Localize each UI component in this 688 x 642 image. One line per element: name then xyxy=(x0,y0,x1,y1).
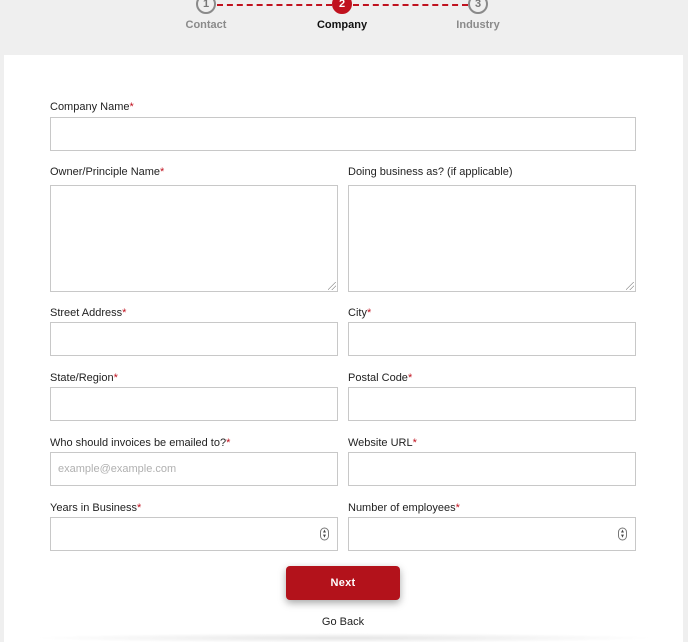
step-1-indicator[interactable]: 1 xyxy=(196,0,216,14)
progress-stepper xyxy=(0,0,688,56)
website-url-label: Website URL* xyxy=(348,437,417,449)
company-name-field[interactable] xyxy=(50,117,636,151)
owner-name-label: Owner/Principle Name* xyxy=(50,166,165,178)
website-url-input[interactable] xyxy=(349,453,635,485)
state-region-label: State/Region* xyxy=(50,372,118,384)
city-field[interactable] xyxy=(348,322,636,356)
step-3-indicator[interactable]: 3 xyxy=(468,0,488,14)
postal-code-label: Postal Code* xyxy=(348,372,413,384)
street-address-input[interactable] xyxy=(51,323,337,355)
step-3-label: Industry xyxy=(456,19,500,31)
dba-label: Doing business as? (if applicable) xyxy=(348,166,513,178)
dba-textarea[interactable] xyxy=(349,186,635,291)
invoice-email-input[interactable] xyxy=(51,453,337,485)
step-connector xyxy=(353,4,468,6)
invoice-email-field[interactable] xyxy=(50,452,338,486)
next-button[interactable]: Next xyxy=(286,566,400,600)
num-employees-input[interactable] xyxy=(349,518,635,550)
company-name-label: Company Name* xyxy=(50,101,134,113)
company-form-card xyxy=(4,55,683,642)
street-address-label: Street Address* xyxy=(50,307,127,319)
website-url-field[interactable] xyxy=(348,452,636,486)
street-address-field[interactable] xyxy=(50,322,338,356)
years-in-business-input[interactable] xyxy=(51,518,337,550)
step-2-label: Company xyxy=(316,19,368,31)
num-employees-label: Number of employees* xyxy=(348,502,460,514)
years-in-business-label: Years in Business* xyxy=(50,502,142,514)
resize-grip-icon[interactable] xyxy=(328,282,336,290)
owner-name-textarea[interactable] xyxy=(51,186,337,291)
state-region-field[interactable] xyxy=(50,387,338,421)
num-employees-field[interactable] xyxy=(348,517,636,551)
step-connector xyxy=(217,4,332,6)
state-region-input[interactable] xyxy=(51,388,337,420)
years-in-business-field[interactable] xyxy=(50,517,338,551)
company-name-input[interactable] xyxy=(51,118,635,150)
city-input[interactable] xyxy=(349,323,635,355)
postal-code-field[interactable] xyxy=(348,387,636,421)
card-shadow xyxy=(30,633,658,642)
number-spinner-icon[interactable]: ▲ ▼ xyxy=(320,528,329,541)
dba-field[interactable] xyxy=(348,185,636,292)
go-back-link[interactable]: Go Back xyxy=(321,616,365,628)
step-2-indicator[interactable]: 2 xyxy=(332,0,352,14)
resize-grip-icon[interactable] xyxy=(626,282,634,290)
owner-name-field[interactable] xyxy=(50,185,338,292)
number-spinner-icon[interactable]: ▲ ▼ xyxy=(618,528,627,541)
postal-code-input[interactable] xyxy=(349,388,635,420)
invoice-email-label: Who should invoices be emailed to?* xyxy=(50,437,231,449)
step-1-label: Contact xyxy=(185,19,227,31)
city-label: City* xyxy=(348,307,372,319)
